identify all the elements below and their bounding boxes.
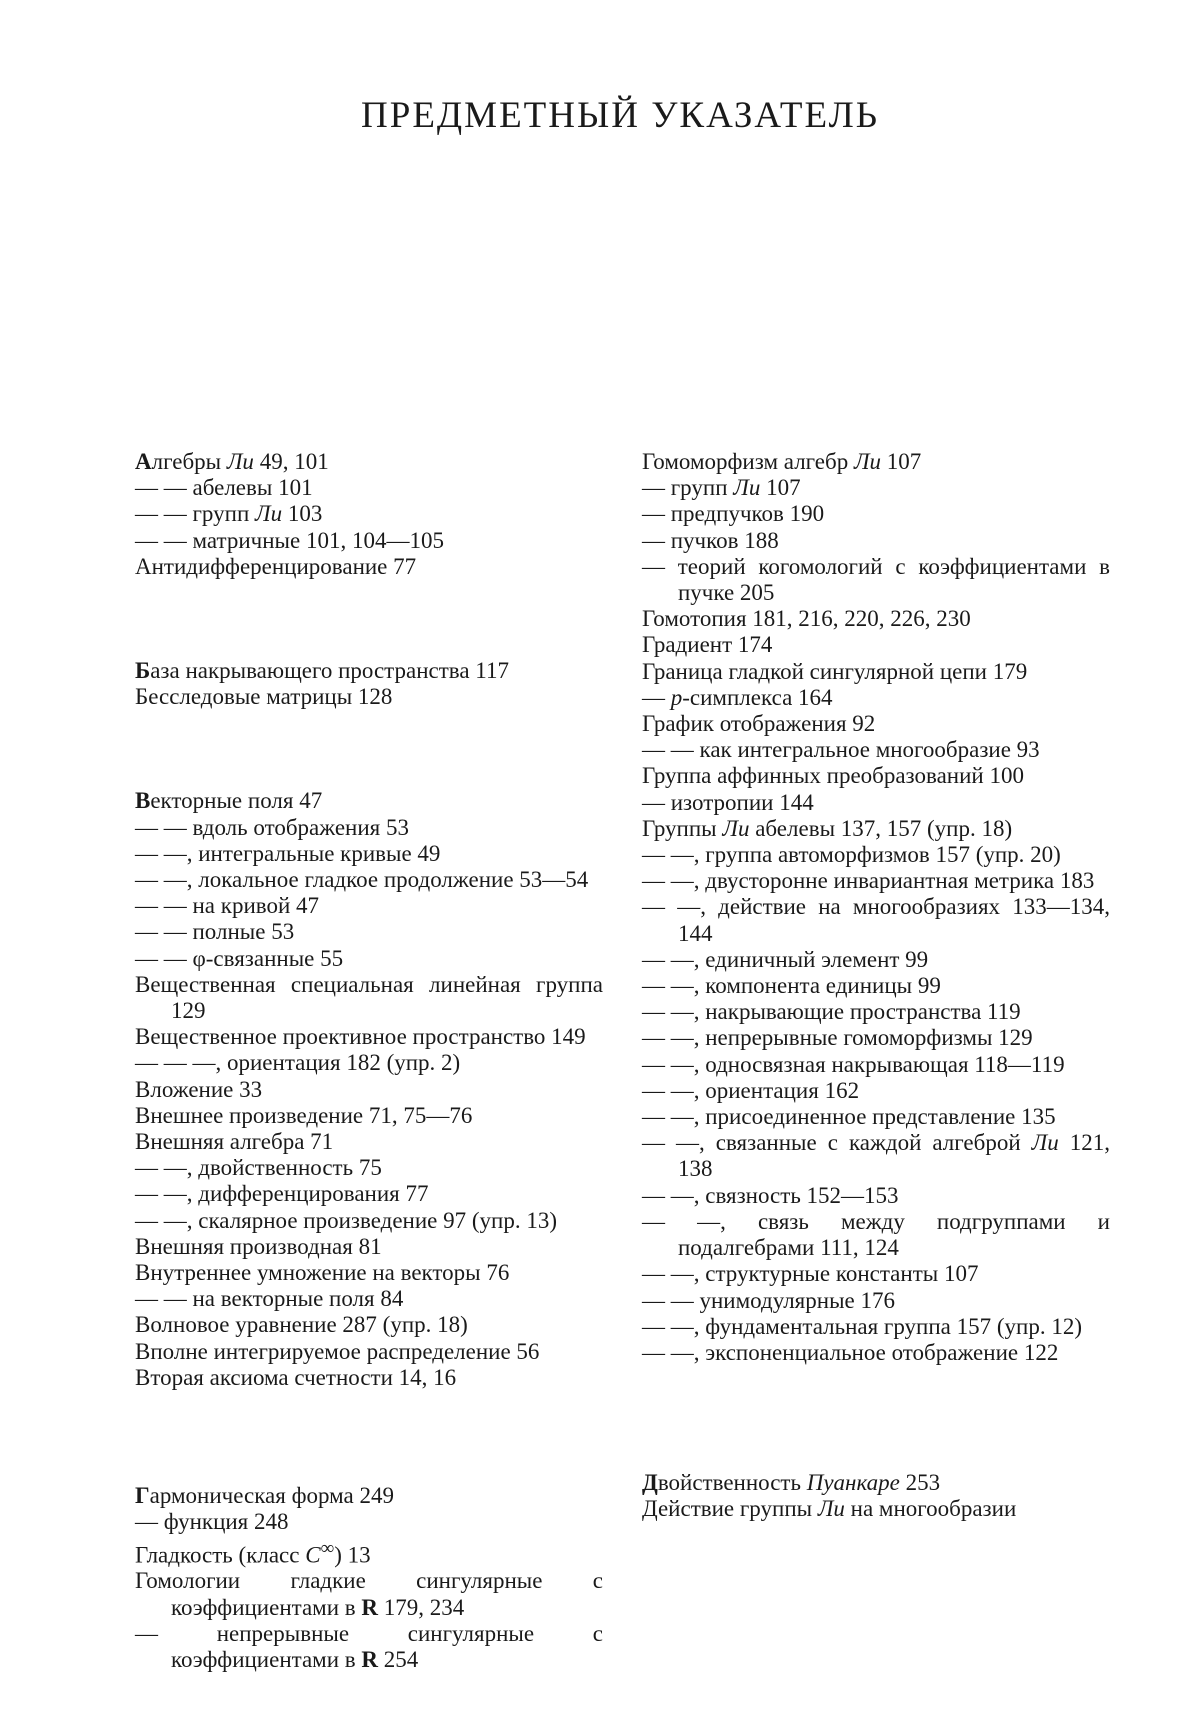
index-entry: — — φ-связанные 55 (135, 945, 344, 971)
index-entry: — теорий когомологий с коэффициентами в пучке 205 (642, 553, 1110, 606)
index-entry: — — групп Ли 103 (135, 501, 323, 527)
index-entry: — —, структурные константы 107 (642, 1261, 979, 1287)
index-entry: — — —, ориентация 182 (упр. 2) (135, 1050, 461, 1076)
index-entry: — —, связность 152—153 (642, 1182, 899, 1208)
index-entry: Внутреннее умножение на векторы 76 (135, 1260, 510, 1286)
index-entry: Вполне интегрируемое распределение 56 (135, 1338, 540, 1364)
index-entry: — — унимодулярные 176 (642, 1287, 895, 1313)
index-entry: Группа аффинных преобразований 100 (642, 763, 1024, 789)
index-entry: — —, односвязная накрывающая 118—119 (642, 1051, 1065, 1077)
index-entry: Действие группы Ли на многообразии (642, 1496, 1017, 1522)
index-entry: — — на векторные поля 84 (135, 1286, 404, 1312)
letter-group-spacer (642, 1366, 1110, 1470)
letter-group-spacer (135, 580, 603, 658)
index-entry: Вторая аксиома счетности 14, 16 (135, 1364, 457, 1390)
index-entry: Двойственность Пуанкаре 253 (642, 1470, 941, 1496)
index-entry: Внешняя производная 81 (135, 1233, 382, 1259)
index-entry: Гармоническая форма 249 (135, 1483, 395, 1509)
index-column-left (135, 449, 603, 1673)
index-entry: Волновое уравнение 287 (упр. 18) (135, 1312, 468, 1338)
index-entry: — —, скалярное произведение 97 (упр. 13) (135, 1207, 557, 1233)
index-entry: — —, накрывающие пространства 119 (642, 999, 1021, 1025)
index-entry: — —, связь между подгруппами и подалгебрами 111, 124 (642, 1208, 1110, 1261)
index-entry: Алгебры Ли 49, 101 (135, 449, 329, 474)
index-entry: — —, двусторонне инвариантная метрика 183 (642, 868, 1095, 894)
index-entry: — —, экспоненциальное отображение 122 (642, 1339, 1059, 1365)
index-entry: — —, непрерывные гомоморфизмы 129 (642, 1025, 1033, 1051)
letter-group-spacer (135, 1391, 603, 1483)
index-entry: Группы Ли абелевы 137, 157 (упр. 18) (642, 815, 1013, 841)
index-entry: — —, интегральные кривые 49 (135, 840, 441, 866)
index-entry: Антидифференцирование 77 (135, 553, 417, 579)
index-entry: Гомологии гладкие сингулярные с коэффициентами в R 179, 234 (135, 1568, 603, 1620)
index-entry: Вещественная специальная линейная группа 129 (135, 971, 603, 1024)
index-entry: — —, фундаментальная группа 157 (упр. 12) (642, 1313, 1083, 1339)
index-entry: — —, связанные с каждой алгеброй Ли 121, 138 (642, 1130, 1110, 1182)
index-entry: — пучков 188 (642, 527, 779, 553)
index-entry: — —, действие на многообразиях 133—134, 144 (642, 894, 1110, 946)
index-entry: — — вдоль отображения 53 (135, 814, 410, 840)
index-entry: — —, присоединенное представление 135 (642, 1104, 1056, 1130)
index-entry: Гладкость (класс C∞) 13 (135, 1537, 371, 1568)
index-entry: — —, компонента единицы 99 (642, 973, 941, 999)
index-entry: Гомоморфизм алгебр Ли 107 (642, 449, 922, 474)
index-entry: — —, группа автоморфизмов 157 (упр. 20) (642, 842, 1061, 868)
index-entry: График отображения 92 (642, 711, 876, 737)
index-entry: Граница гладкой сингулярной цепи 179 (642, 658, 1028, 684)
index-entry: — функция 248 (135, 1509, 289, 1535)
index-entry: — p-симплекса 164 (642, 684, 833, 710)
index-entry: — изотропии 144 (642, 789, 814, 815)
index-entry: Бесследовые матрицы 128 (135, 684, 393, 710)
index-entry: — —, ориентация 162 (642, 1077, 860, 1103)
index-entry: Векторные поля 47 (135, 788, 323, 814)
page-title: ПРЕДМЕТНЫЙ УКАЗАТЕЛЬ (361, 95, 879, 136)
index-entry: — — абелевы 101 (135, 475, 313, 501)
index-entry: Градиент 174 (642, 632, 773, 658)
index-entry: — групп Ли 107 (642, 475, 801, 501)
index-entry: Внешняя алгебра 71 (135, 1129, 334, 1155)
index-entry: Гомотопия 181, 216, 220, 226, 230 (642, 606, 971, 632)
index-entry: — — как интегральное многообразие 93 (642, 737, 1040, 763)
index-entry: — предпучков 190 (642, 501, 825, 527)
index-entry: — непрерывные сингулярные с коэффициентами в R 254 (135, 1620, 603, 1672)
index-entry: — —, единичный элемент 99 (642, 946, 929, 972)
index-entry: — — матричные 101, 104—105 (135, 527, 444, 553)
index-entry: — —, двойственность 75 (135, 1155, 382, 1181)
index-entry: — — полные 53 (135, 919, 295, 945)
index-entry: Вещественное проективное пространство 149 (135, 1024, 586, 1050)
index-entry: — —, локальное гладкое продолжение 53—54 (135, 867, 589, 893)
index-entry: — — на кривой 47 (135, 893, 320, 919)
index-entry: Вложение 33 (135, 1076, 263, 1102)
letter-group-spacer (135, 710, 603, 788)
index-entry: Внешнее произведение 71, 75—76 (135, 1102, 473, 1128)
index-entry: — —, дифференцирования 77 (135, 1181, 429, 1207)
index-entry: База накрывающего пространства 117 (135, 658, 509, 684)
index-column-right (642, 449, 1110, 1523)
